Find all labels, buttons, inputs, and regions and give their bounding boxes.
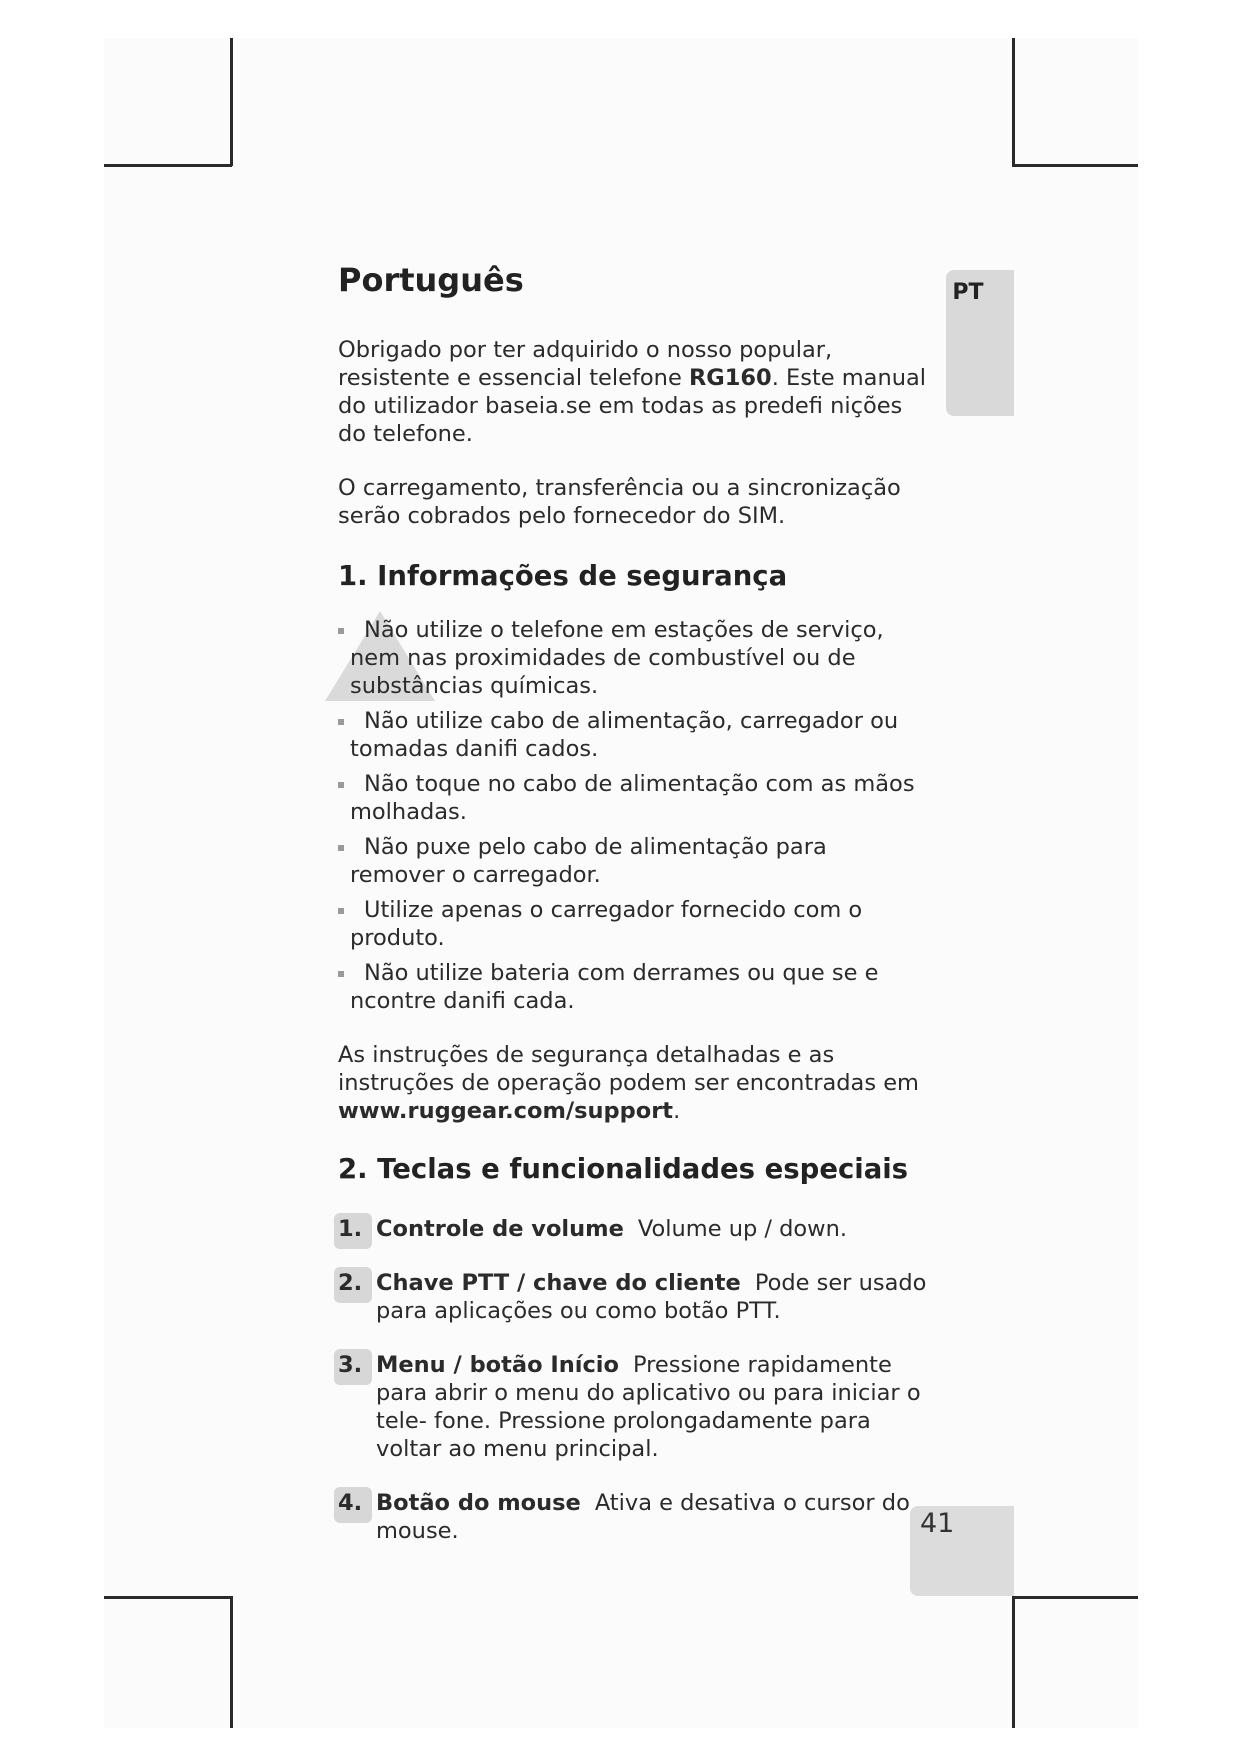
key-number: 2. — [338, 1270, 363, 1296]
bullet-icon — [338, 908, 344, 914]
key-number: 3. — [338, 1352, 363, 1378]
list-item — [338, 770, 928, 826]
key-title: Chave PTT / chave do cliente — [376, 1270, 741, 1296]
list-item — [338, 616, 928, 700]
safety-note-end: . — [673, 1098, 681, 1124]
crop-mark-tr-v — [1012, 38, 1015, 166]
list-item — [338, 896, 928, 952]
safety-note-text: As instruções de segurança detalhadas e as instruções de operação podem ser encontradas em — [338, 1042, 919, 1096]
list-item — [338, 959, 928, 1015]
safety-item-text: Não utilize cabo de alimentação, carregador ou tomadas danifi cados. — [350, 708, 899, 762]
list-item — [338, 707, 928, 763]
list-item — [338, 1215, 928, 1243]
list-item — [338, 833, 928, 889]
safety-item-text: Utilize apenas o carregador fornecido com o produto. — [350, 897, 863, 951]
page-number: 41 — [920, 1508, 955, 1539]
language-tab — [946, 270, 1014, 416]
bullet-icon — [338, 971, 344, 977]
key-title: Menu / botão Início — [376, 1352, 619, 1378]
crop-mark-tl-h — [104, 164, 232, 167]
support-link[interactable]: www.ruggear.com/support — [338, 1098, 674, 1124]
keys-list — [338, 1215, 928, 1545]
key-description: Pressione rapidamente para abrir o menu do aplicativo ou para iniciar o tele- fone. Pressione prolongadamente para voltar ao menu principal. — [376, 1352, 921, 1462]
safety-item-text: Não utilize o telefone em estações de serviço, nem nas proximidades de combustível ou de substâncias químicas. — [350, 617, 884, 699]
crop-mark-br-v — [1012, 1596, 1015, 1728]
crop-mark-bl-v — [230, 1596, 233, 1728]
crop-mark-br-h — [1012, 1596, 1138, 1599]
list-item — [338, 1351, 928, 1463]
page-title: Português — [338, 261, 524, 299]
safety-list — [338, 616, 928, 1015]
key-description: Volume up / down. — [637, 1216, 847, 1242]
crop-mark-tl-v — [230, 38, 233, 166]
intro-text-2: . Este manual do utilizador baseia.se em todas as predefi nições do telefone. — [338, 365, 927, 447]
intro-paragraph-1 — [338, 336, 928, 448]
keys-heading: 2. Teclas e funcionalidades especiais — [338, 1153, 909, 1185]
bullet-icon — [338, 628, 344, 634]
list-item — [338, 1489, 928, 1545]
key-title: Botão do mouse — [376, 1490, 581, 1516]
crop-mark-bl-h — [104, 1596, 232, 1599]
key-description: Pode ser usado para aplicações ou como botão PTT. — [376, 1270, 927, 1324]
safety-note — [338, 1041, 928, 1125]
intro-paragraph-2: O carregamento, transferência ou a sincronização serão cobrados pelo fornecedor do SIM. — [338, 475, 901, 529]
key-number: 4. — [338, 1490, 363, 1516]
crop-mark-tr-h — [1012, 164, 1138, 167]
key-title: Controle de volume — [376, 1216, 624, 1242]
bullet-icon — [338, 845, 344, 851]
safety-item-text: Não puxe pelo cabo de alimentação para remover o carregador. — [350, 834, 827, 888]
safety-heading: 1. Informações de segurança — [338, 560, 788, 592]
model-name: RG160 — [688, 365, 772, 391]
language-tab-label: PT — [952, 280, 984, 305]
safety-item-text: Não toque no cabo de alimentação com as mãos molhadas. — [350, 771, 915, 825]
bullet-icon — [338, 719, 344, 725]
bullet-icon — [338, 782, 344, 788]
key-number: 1. — [338, 1216, 363, 1242]
key-description: Ativa e desativa o cursor do mouse. — [376, 1490, 910, 1544]
safety-item-text: Não utilize bateria com derrames ou que se e ncontre danifi cada. — [350, 960, 879, 1014]
intro-text-1: Obrigado por ter adquirido o nosso popular, resistente e essencial telefone — [338, 337, 833, 391]
manual-content — [338, 258, 928, 1571]
list-item — [338, 1269, 928, 1325]
